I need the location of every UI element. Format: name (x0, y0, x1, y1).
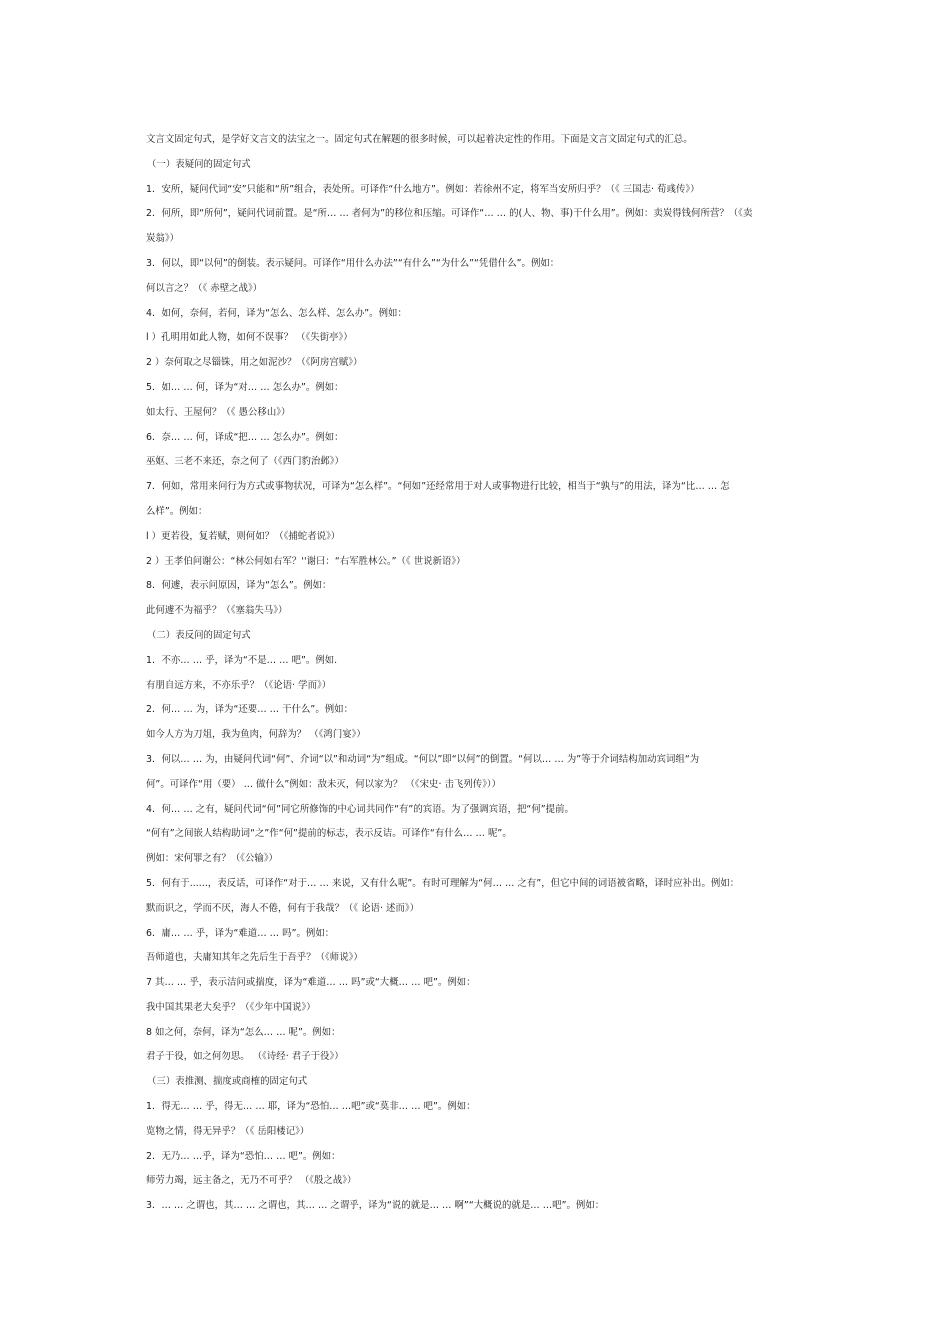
text-line: 如太行、王屋何？（《 愚公移山》） (146, 406, 291, 418)
text-line: 4．何… … 之有，疑问代词“何”同它所修饰的中心词共同作“有”的宾语。为了强调宾语，把“何”提前。 (146, 803, 574, 815)
text-line: 君子于役，如之何勿思。 （《诗经· 君子于役》） (146, 1051, 344, 1063)
text-line: 1．得无… … 乎，得无… … 耶，译为“恐怕… …吧”或“莫非… … 吧”。例如： (146, 1101, 476, 1113)
text-line: 5．何有于......，表反话，可译作“对于… … 来说，又有什么呢”。有时可理解为“何… … 之有”，但它中间的词语被省略，译时应补出。例如： (146, 877, 740, 889)
text-line: 6．庸… … 乎，译为“难道… … 吗”。例如： (146, 927, 335, 939)
text-line: 吾师道也，夫庸知其年之先后生于吾乎？（《师说》） (146, 952, 363, 964)
text-line: 有朋自远方来，不亦乐乎？（《论语· 学而》） (146, 679, 332, 691)
text-line: 何以言之？（《 赤壁之战》） (146, 282, 263, 294)
text-line: 例如：宋何罪之有？（《公输》） (146, 853, 278, 865)
text-line: 7．何如，常用来问行为方式或事物状况，可译为“怎么样”。“何如”还经常用于对人或事物进行比较，相当于“孰与”的用法，译为“比… … 怎 (146, 481, 730, 493)
text-line: 8 如之何，奈何，译为“怎么… … 呢”。例如： (146, 1026, 341, 1038)
text-line: 2 ）王孝伯问谢公：“林公何如右军？''谢曰：“右军胜林公。”（《 世说新语》） (146, 555, 466, 567)
text-line: 览物之情，得无异乎？（《 岳阳楼记》） (146, 1125, 310, 1137)
text-line: 默而识之，学而不厌，海人不倦，何有于我哉？（《 论语· 述而》） (146, 902, 420, 914)
text-line: 7 其… … 乎，表示洁问或揣度，译为“难道… … 吗”或“大概… … 吧”。例如： (146, 977, 476, 989)
text-line: l ）更若役，复若赋，则何如？（《捕蛇者说》） (146, 530, 341, 542)
text-line: 5．如… … 何，译为“对… … 怎么办”。例如： (146, 381, 344, 393)
text-line: 3．何以… … 为，由疑问代词“何”、介词“以”和动词“为”组成。“何以”即“以何”的倒置。“何以… … 为”等于介词结构加动宾词组“为 (146, 753, 700, 765)
text-line: 1．不亦… … 乎，译为“不是… … 吧”。例如. (146, 654, 338, 666)
text-line: 2．何… … 为，译为“还要… … 干什么”。例如： (146, 704, 354, 716)
text-line: “何有”之间嵌人结构助词“之”作“何”提前的标志，表示反诘。可译作“有什么… … 呢”。 (146, 828, 512, 840)
text-line: 此何遽不为福乎？（《塞翁失马》） (146, 605, 288, 617)
text-line: 师劳力竭，远主备之，无乃不可乎？ （《殷之战》） (146, 1175, 357, 1187)
section-heading-rhetorical: （二）表反问的固定句式 (147, 629, 251, 641)
section-heading-questions: （一）表疑问的固定句式 (147, 158, 251, 170)
text-line: 我中国其果老大矣乎？（《少年中国说》） (146, 1001, 316, 1013)
text-line: 3．… … 之谓也，其… … 之谓也，其… … 之谓乎，译为“说的就是… … 啊”“大概说的就是… …吧”。例如： (146, 1200, 605, 1212)
text-line: 如今人方为刀俎，我为鱼肉，何辞为？ （《鸿门宴》） (146, 729, 366, 741)
intro-paragraph: 文言文固定句式，是学好文言文的法宝之一。固定句式在解题的很多时候，可以起着决定性的作用。下面是文言文固定句式的汇总。 (146, 134, 693, 145)
text-line: 巫妪、三老不来还，奈之何了（《西门豹治邺》） (146, 456, 344, 468)
section-heading-speculation: （三）表推测、揣度或商榷的固定句式 (147, 1076, 308, 1088)
text-line: 6．奈… … 何，译成“把… … 怎么办”。例如： (146, 431, 344, 443)
text-line: 8．何遽，表示问原因，译为“怎么”。例如： (146, 580, 332, 592)
text-line: 3．何以，即“以何”的倒装。表示疑问。可译作“用什么办法”“有什么”“为什么”“凭借什么”。例如： (146, 257, 560, 269)
text-line: 2．无乃… …乎，译为“恐怕… … 吧”。例如： (146, 1150, 341, 1162)
text-line: 1．安所，疑问代词“安”只能和“所”组合，表处所。可译作“什么地方”。例如：若徐州不定，将军当安所归乎？（《 三国志· 荀彧传》） (146, 183, 700, 195)
text-line: 何”。可译作“用（要） … 做什么”例如：敌未灭，何以家为？ （《宋史· 击飞列传》）） (146, 778, 502, 790)
text-line: 么样”。例如： (146, 505, 208, 517)
text-line: l ）孔明用如此人物，如何不误事？ （《失街亭》） (146, 332, 353, 344)
text-line: 4．如何，奈何，若何，译为“怎么、怎么样、怎么办”。例如： (146, 307, 407, 319)
text-line: 2 ）奈何取之尽锱铢，用之如泥沙？（《阿房宫赋》） (146, 357, 363, 369)
document-body (146, 128, 816, 1219)
text-line: 炭翁》） (146, 233, 180, 245)
text-line: 2．何所，即“所何”，疑问代词前置。是“所… … 者何为”的移位和压缩。可译作“… … 的(人、物、事)干什么用”。例如：卖炭得钱何所营？（《卖 (146, 208, 753, 220)
